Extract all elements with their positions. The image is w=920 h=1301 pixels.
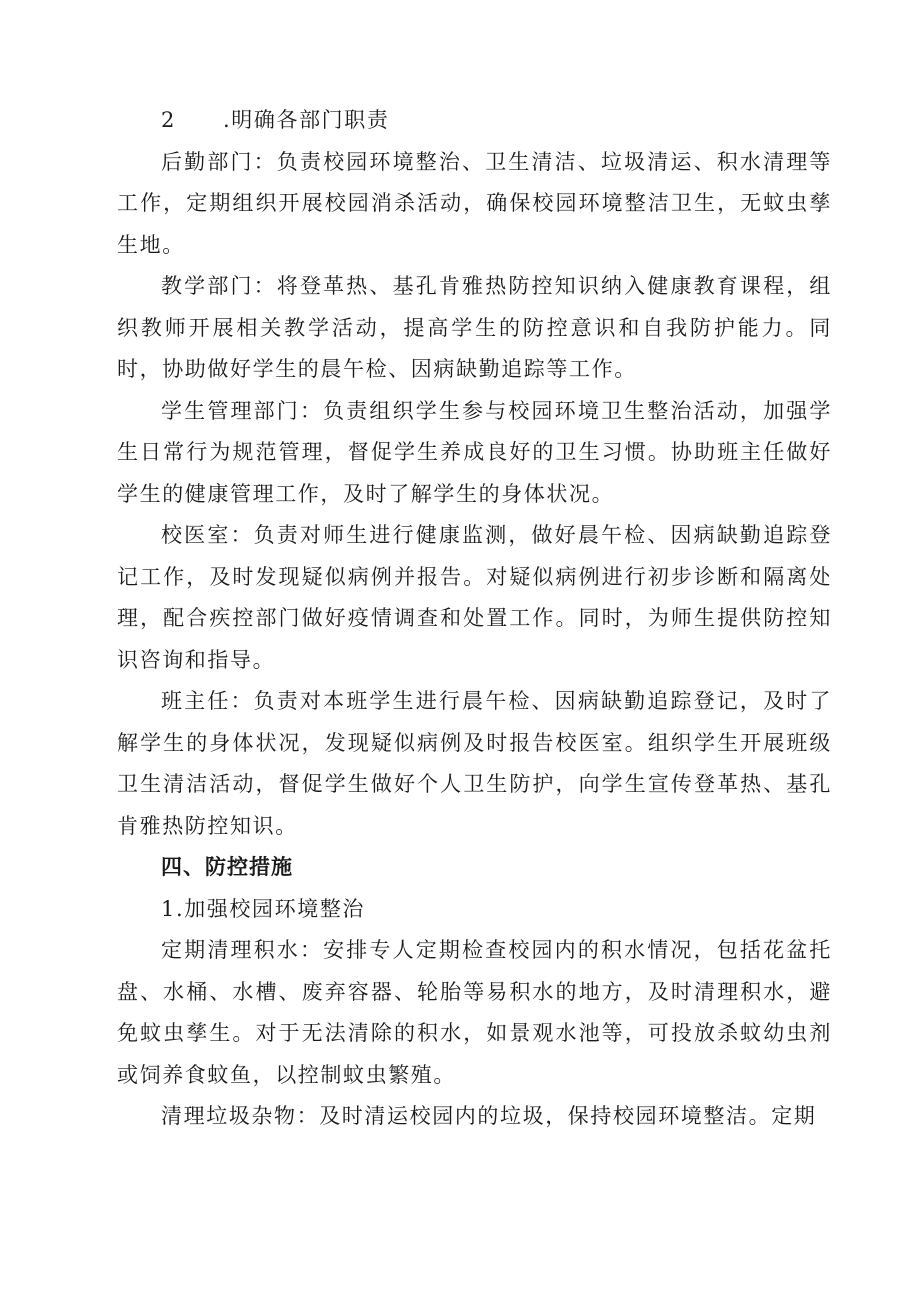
paragraph-logistics: 后勤部门：负责校园环境整治、卫生清洁、垃圾清运、积水清理等工作，定期组织开展校园消杀活动，确保校园环境整洁卫生，无蚊虫孳生地。	[117, 149, 832, 257]
paragraph-clear-water: 定期清理积水：安排专人定期检查校园内的积水情况，包括花盆托盘、水桶、水槽、废弃容器、轮胎等易积水的地方，及时清理积水，避免蚊虫孳生。对于无法清除的积水，如景观水池等，可投放杀蚊幼虫剂或饲养食蚊鱼，以控制蚊虫繁殖。	[117, 938, 832, 1087]
section-4-heading: 四、防控措施	[161, 855, 293, 879]
subsection-1-heading: 1.加强校园环境整治	[161, 896, 366, 921]
section-2-heading	[117, 100, 832, 142]
section-2-title: .明确各部门职责	[223, 108, 390, 132]
paragraph-clinic: 校医室：负责对师生进行健康监测，做好晨午检、因病缺勤追踪登记工作，及时发现疑似病例并报告。对疑似病例进行初步诊断和隔离处理，配合疾控部门做好疫情调查和处置工作。同时，为师生提供防控知识咨询和指导。	[117, 523, 832, 672]
paragraph-teaching: 教学部门：将登革热、基孔肯雅热防控知识纳入健康教育课程，组织教师开展相关教学活动，提高学生的防控意识和自我防护能力。同时，协助做好学生的晨午检、因病缺勤追踪等工作。	[117, 274, 832, 381]
paragraph-clear-garbage: 清理垃圾杂物：及时清运校园内的垃圾，保持校园环境整洁。定期	[161, 1104, 817, 1128]
paragraph-student-management: 学生管理部门：负责组织学生参与校园环境卫生整治活动，加强学生日常行为规范管理，督促学生养成良好的卫生习惯。协助班主任做好学生的健康管理工作，及时了解学生的身体状况。	[117, 398, 832, 506]
paragraph-head-teacher: 班主任：负责对本班学生进行晨午检、因病缺勤追踪登记，及时了解学生的身体状况，发现疑似病例及时报告校医室。组织学生开展班级卫生清洁活动，督促学生做好个人卫生防护，向学生宣传登革热、基孔肯雅热防控知识。	[117, 689, 832, 838]
document-body	[117, 100, 832, 1138]
section-2-number: 2	[161, 108, 176, 132]
